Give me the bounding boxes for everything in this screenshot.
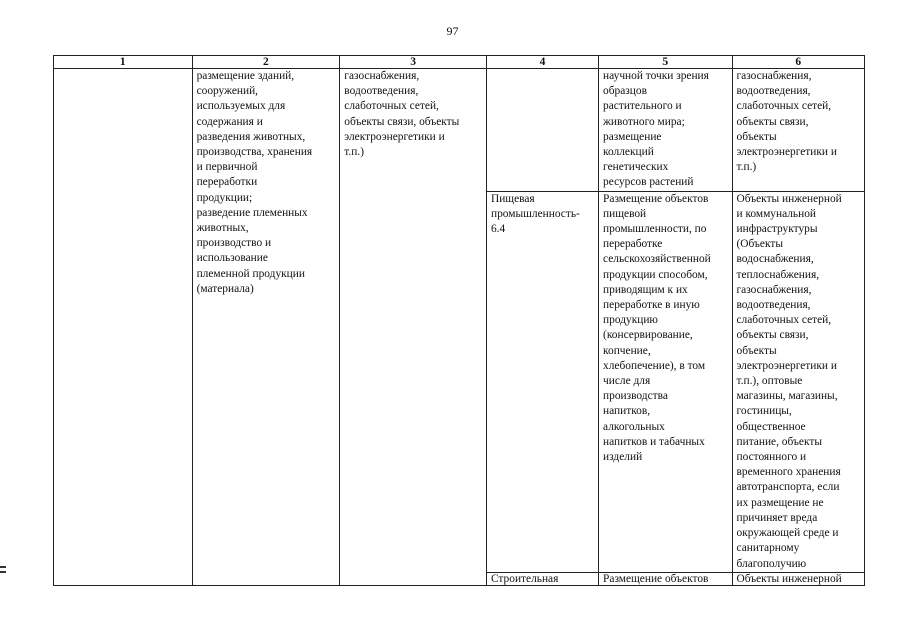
- cell-text: Объекты инженерной: [736, 572, 842, 585]
- cell-col-2: [192, 69, 340, 586]
- cell-text: размещение зданий, сооружений, используемых для содержания и разведения животных, производства, хранения и первичной переработки продукции; разведение племенных животных, производство и использование племенной продукции (материала): [196, 70, 313, 295]
- cell-text: газоснабжения, водоотведения, слаботочных сетей, объекты связи, объекты электроэнергетики и т.п.): [736, 70, 837, 174]
- cell-col-6: [732, 69, 865, 192]
- cell-text: Размещение объектов: [603, 572, 709, 585]
- header-col-1: 1: [54, 56, 193, 69]
- table-row: [54, 69, 865, 192]
- cell-text: Размещение объектов пищевой промышленности, по переработке сельскохозяйственной продукции способом, приводящим к их переработке в иную продукцию (консервирование, копчение, хлебопечение), в том числе для производства напитков, алкогольных напитков и табачных изделий: [603, 192, 711, 464]
- cell-col-5: [599, 191, 732, 572]
- page-number: 97: [446, 24, 459, 38]
- cell-text: Строительная: [490, 572, 559, 585]
- header-col-5: 5: [599, 56, 732, 69]
- cell-col-4: [486, 191, 598, 572]
- cell-col-5: [599, 69, 732, 192]
- cell-col-3: [340, 69, 487, 586]
- cell-col-4: [486, 69, 598, 192]
- margin-mark: [0, 566, 6, 573]
- header-col-4: 4: [486, 56, 598, 69]
- cell-col-6: [732, 572, 865, 585]
- cell-col-1: [54, 69, 193, 586]
- header-col-3: 3: [340, 56, 487, 69]
- cell-col-5: [599, 572, 732, 585]
- cell-col-4: [486, 572, 598, 585]
- header-col-2: 2: [192, 56, 340, 69]
- cell-text: научной точки зрения образцов растительного и животного мира; размещение коллекций генетических ресурсов растений: [603, 70, 709, 189]
- cell-text: газоснабжения, водоотведения, слаботочных сетей, объекты связи, объекты электроэнергетики и т.п.): [344, 70, 460, 159]
- cell-col-6: [732, 191, 865, 572]
- header-col-6: 6: [732, 56, 865, 69]
- zoning-table: [53, 55, 865, 586]
- cell-text: Объекты инженерной и коммунальной инфраструктуры (Объекты водоснабжения, теплоснабжения, газоснабжения, водоотведения, слаботочных сетей, объекты связи, объекты электроэнергетики и т.п.), оптовые магазины, магазины, гостиницы, общественное питание, объекты постоянного и временного хранения автотранспорта, если их размещение не причиняет вреда окружающей среде и санитарному благополучию: [736, 192, 842, 570]
- header-row: [54, 56, 865, 69]
- cell-text: Пищевая промышленность- 6.4: [490, 192, 580, 236]
